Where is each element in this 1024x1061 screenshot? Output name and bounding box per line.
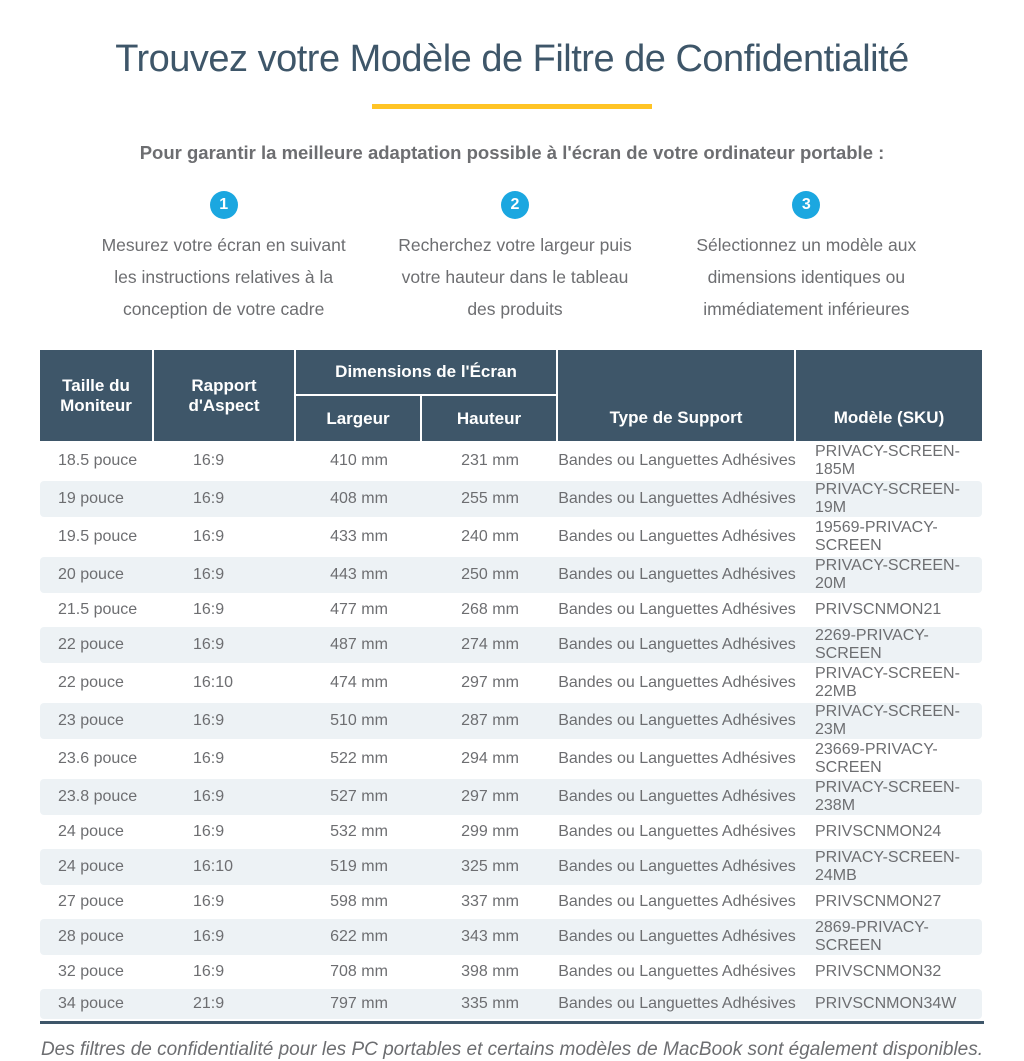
- table-row: [40, 779, 982, 815]
- cell-mount: Bandes ou Languettes Adhésives: [558, 452, 796, 469]
- cell-sku: PRIVACY-SCREEN-185M: [815, 443, 960, 478]
- cell-sku: PRIVACY-SCREEN-238M: [796, 779, 982, 815]
- table-row: [40, 989, 982, 1019]
- cell-size: 18.5 pouce: [58, 452, 138, 469]
- cell-width: 510 mm: [296, 703, 422, 739]
- table-row: [40, 817, 982, 847]
- cell-height: 335 mm: [422, 989, 558, 1019]
- cell-size: 34 pouce: [40, 989, 154, 1019]
- table-row: [40, 595, 982, 625]
- cell-width: 410 mm: [330, 452, 388, 469]
- footer-note: Des filtres de confidentialité pour les PC portables et certains modèles de MacBook sont également disponibles.: [40, 1039, 984, 1060]
- table-row: [40, 481, 982, 517]
- cell-width: 477 mm: [330, 601, 388, 618]
- cell-mount: Bandes ou Languettes Adhésives: [558, 779, 796, 815]
- step-1-number-badge: 1: [210, 191, 238, 219]
- cell-mount: Bandes ou Languettes Adhésives: [558, 823, 796, 840]
- cell-sku: PRIVSCNMON34W: [796, 989, 982, 1019]
- col-header-mount-type: Type de Support: [558, 350, 796, 441]
- cell-aspect: 16:9: [193, 963, 225, 980]
- cell-height: 274 mm: [422, 627, 558, 663]
- table-row: [40, 849, 982, 885]
- page-title: Trouvez votre Modèle de Filtre de Confidentialité: [115, 38, 909, 80]
- cell-height: 255 mm: [422, 481, 558, 517]
- step-3-text: Sélectionnez un modèle aux dimensions identiques ou immédiatement inférieures: [696, 235, 917, 319]
- cell-width: 797 mm: [296, 989, 422, 1019]
- step-2: [369, 191, 660, 325]
- cell-mount: Bandes ou Languettes Adhésives: [558, 989, 796, 1019]
- col-header-width: Largeur: [296, 396, 422, 441]
- cell-sku: 19569-PRIVACY-SCREEN: [815, 519, 938, 554]
- cell-height: 287 mm: [422, 703, 558, 739]
- table-row: [40, 557, 982, 593]
- table-row: [40, 665, 982, 701]
- cell-height: 398 mm: [461, 963, 519, 980]
- cell-aspect: 16:9: [154, 919, 296, 955]
- cell-aspect: 16:9: [154, 703, 296, 739]
- table-row: [40, 741, 982, 777]
- cell-aspect: 16:9: [193, 893, 225, 910]
- cell-sku: PRIVSCNMON32: [815, 963, 942, 980]
- cell-aspect: 16:9: [154, 557, 296, 593]
- cell-mount: Bandes ou Languettes Adhésives: [558, 481, 796, 517]
- table-row: [40, 887, 982, 917]
- cell-size: 20 pouce: [40, 557, 154, 593]
- cell-sku: 2869-PRIVACY-SCREEN: [796, 919, 982, 955]
- cell-size: 32 pouce: [58, 963, 124, 980]
- col-header-model-sku: Modèle (SKU): [796, 350, 982, 441]
- cell-size: 23.8 pouce: [40, 779, 154, 815]
- step-2-number-badge: 2: [501, 191, 529, 219]
- cell-sku: 2269-PRIVACY-SCREEN: [796, 627, 982, 663]
- cell-height: 343 mm: [422, 919, 558, 955]
- cell-sku: PRIVACY-SCREEN-24MB: [796, 849, 982, 885]
- cell-width: 519 mm: [296, 849, 422, 885]
- cell-sku: PRIVACY-SCREEN-19M: [796, 481, 982, 517]
- table-row: [40, 627, 982, 663]
- cell-width: 408 mm: [296, 481, 422, 517]
- cell-height: 231 mm: [461, 452, 519, 469]
- cell-aspect: 16:9: [193, 823, 225, 840]
- cell-aspect: 16:9: [154, 627, 296, 663]
- cell-width: 532 mm: [330, 823, 388, 840]
- table-row: [40, 957, 982, 987]
- cell-size: 27 pouce: [58, 893, 124, 910]
- col-header-aspect-ratio: Rapport d'Aspect: [154, 350, 296, 441]
- step-3-number-badge: 3: [792, 191, 820, 219]
- cell-aspect: 16:9: [193, 750, 225, 767]
- step-2-text: Recherchez votre largeur puis votre hauteur dans le tableau des produits: [398, 235, 632, 319]
- cell-size: 19.5 pouce: [58, 528, 138, 545]
- cell-size: 23 pouce: [40, 703, 154, 739]
- steps-section: [0, 191, 1024, 325]
- page-subtitle: Pour garantir la meilleure adaptation possible à l'écran de votre ordinateur portable :: [139, 142, 885, 163]
- cell-mount: Bandes ou Languettes Adhésives: [558, 963, 796, 980]
- cell-sku: 23669-PRIVACY-SCREEN: [815, 741, 938, 776]
- cell-height: 250 mm: [422, 557, 558, 593]
- cell-aspect: 21:9: [154, 989, 296, 1019]
- step-1: [78, 191, 369, 325]
- cell-size: 22 pouce: [58, 674, 124, 691]
- cell-size: 23.6 pouce: [58, 750, 138, 767]
- cell-size: 24 pouce: [40, 849, 154, 885]
- cell-width: 527 mm: [296, 779, 422, 815]
- cell-mount: Bandes ou Languettes Adhésives: [558, 849, 796, 885]
- cell-size: 21.5 pouce: [58, 601, 138, 618]
- cell-aspect: 16:9: [193, 452, 225, 469]
- cell-width: 443 mm: [296, 557, 422, 593]
- table-bottom-border: [40, 1021, 984, 1024]
- cell-sku: PRIVACY-SCREEN-23M: [796, 703, 982, 739]
- cell-width: 708 mm: [330, 963, 388, 980]
- cell-size: 22 pouce: [40, 627, 154, 663]
- cell-width: 598 mm: [330, 893, 388, 910]
- cell-height: 299 mm: [461, 823, 519, 840]
- col-header-screen-dimensions: Dimensions de l'Écran: [296, 350, 558, 394]
- cell-mount: Bandes ou Languettes Adhésives: [558, 703, 796, 739]
- table-row: [40, 519, 982, 555]
- cell-size: 24 pouce: [58, 823, 124, 840]
- cell-aspect: 16:9: [154, 779, 296, 815]
- product-table: [40, 348, 982, 1021]
- col-header-height: Hauteur: [422, 396, 558, 441]
- cell-aspect: 16:9: [193, 601, 225, 618]
- cell-sku: PRIVACY-SCREEN-22MB: [815, 665, 960, 700]
- cell-width: 487 mm: [296, 627, 422, 663]
- cell-width: 433 mm: [330, 528, 388, 545]
- table-row: [40, 443, 982, 479]
- cell-height: 240 mm: [461, 528, 519, 545]
- step-1-text: Mesurez votre écran en suivant les instructions relatives à la conception de votre cadre: [101, 235, 346, 319]
- cell-width: 622 mm: [296, 919, 422, 955]
- cell-mount: Bandes ou Languettes Adhésives: [558, 601, 796, 618]
- cell-mount: Bandes ou Languettes Adhésives: [558, 674, 796, 691]
- cell-height: 337 mm: [461, 893, 519, 910]
- cell-aspect: 16:10: [193, 674, 234, 691]
- cell-aspect: 16:10: [154, 849, 296, 885]
- table-header: [40, 350, 982, 441]
- cell-height: 325 mm: [422, 849, 558, 885]
- table-row: [40, 919, 982, 955]
- cell-height: 268 mm: [461, 601, 519, 618]
- cell-sku: PRIVSCNMON27: [815, 893, 942, 910]
- cell-mount: Bandes ou Languettes Adhésives: [558, 750, 796, 767]
- cell-mount: Bandes ou Languettes Adhésives: [558, 919, 796, 955]
- cell-width: 474 mm: [330, 674, 388, 691]
- col-header-monitor-size: Taille du Moniteur: [40, 350, 154, 441]
- table-body: [40, 443, 982, 1019]
- cell-size: 19 pouce: [40, 481, 154, 517]
- cell-mount: Bandes ou Languettes Adhésives: [558, 528, 796, 545]
- title-divider: [372, 104, 652, 109]
- cell-sku: PRIVACY-SCREEN-20M: [796, 557, 982, 593]
- cell-mount: Bandes ou Languettes Adhésives: [558, 893, 796, 910]
- cell-width: 522 mm: [330, 750, 388, 767]
- cell-size: 28 pouce: [40, 919, 154, 955]
- cell-sku: PRIVSCNMON21: [815, 601, 942, 618]
- cell-mount: Bandes ou Languettes Adhésives: [558, 557, 796, 593]
- step-3: [661, 191, 952, 325]
- cell-aspect: 16:9: [154, 481, 296, 517]
- cell-height: 297 mm: [422, 779, 558, 815]
- cell-sku: PRIVSCNMON24: [815, 823, 942, 840]
- table-row: [40, 703, 982, 739]
- cell-aspect: 16:9: [193, 528, 225, 545]
- cell-mount: Bandes ou Languettes Adhésives: [558, 627, 796, 663]
- cell-height: 294 mm: [461, 750, 519, 767]
- cell-height: 297 mm: [461, 674, 519, 691]
